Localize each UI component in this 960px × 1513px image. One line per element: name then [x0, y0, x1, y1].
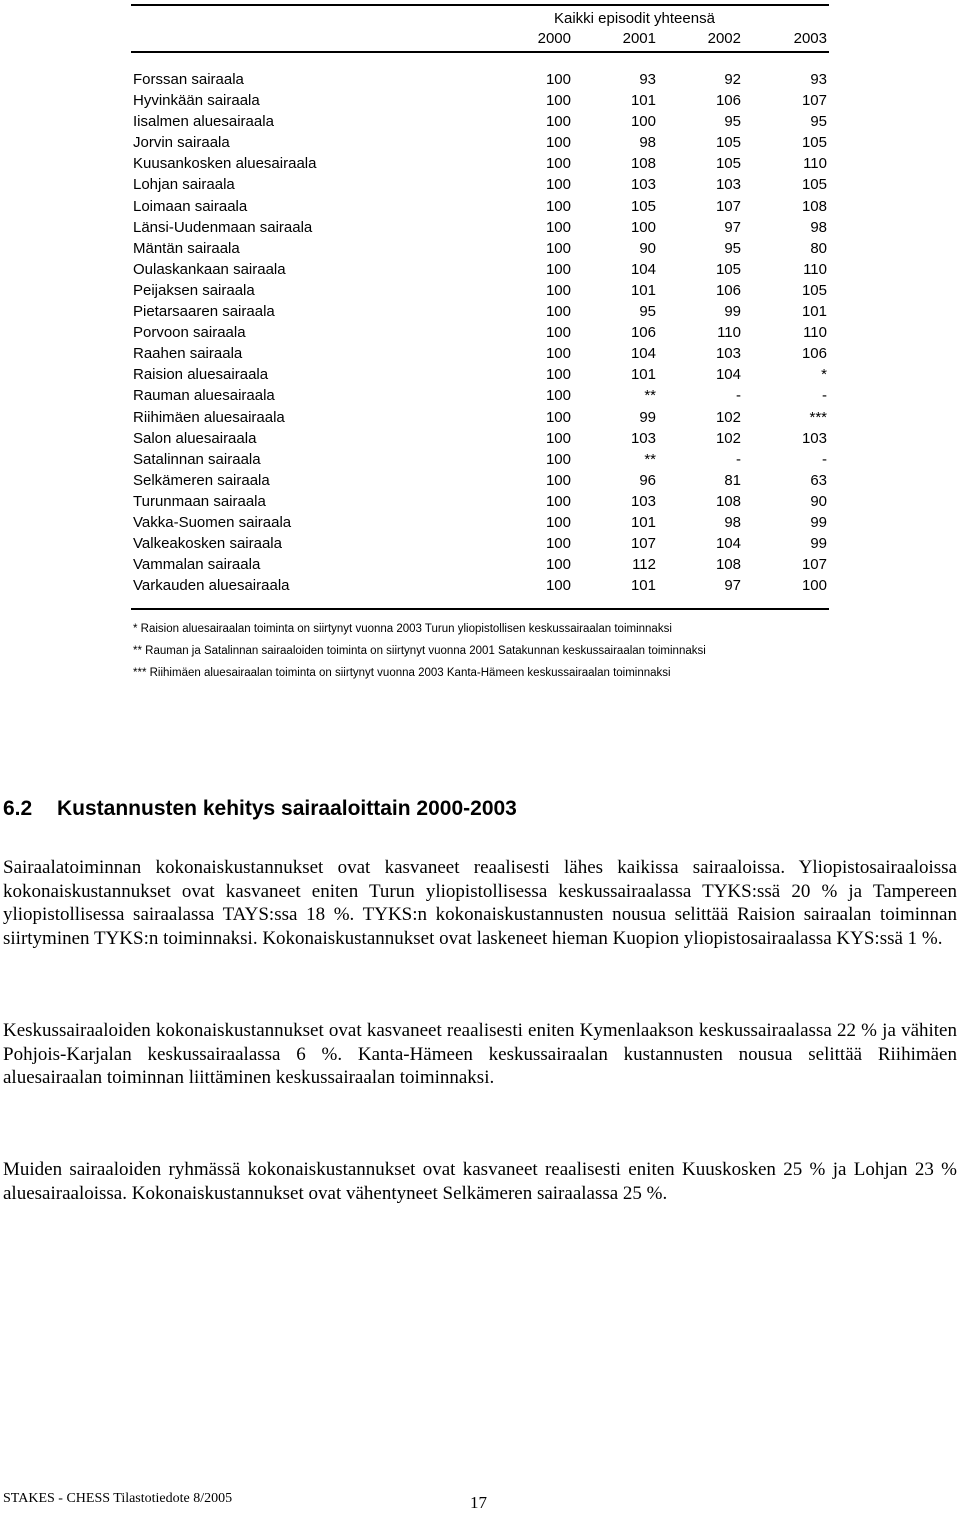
- hospital-name: Riihimäen aluesairaala: [133, 408, 285, 426]
- table-row: [131, 133, 829, 154]
- hospital-name: Raahen sairaala: [133, 345, 243, 363]
- index-value: 100: [545, 92, 571, 110]
- table-caption: Kaikki episodit yhteensä: [554, 10, 715, 27]
- index-value: 103: [715, 345, 741, 363]
- index-value: 108: [630, 155, 656, 173]
- index-value: 101: [630, 366, 656, 384]
- table-row: [131, 450, 829, 471]
- index-value: 96: [639, 471, 656, 489]
- index-value: 99: [810, 513, 827, 531]
- table-row: [131, 91, 829, 112]
- index-value: 105: [801, 281, 827, 299]
- hospital-name: Rauman aluesairaala: [133, 387, 275, 405]
- table-body: [131, 70, 829, 597]
- index-value: **: [644, 450, 656, 468]
- index-value: 100: [545, 218, 571, 236]
- page-number: 17: [470, 1493, 487, 1512]
- table-row: [131, 239, 829, 260]
- table-row: [131, 302, 829, 323]
- index-value: 100: [545, 387, 571, 405]
- body-paragraph: Muiden sairaaloiden ryhmässä kokonaiskustannukset ovat kasvaneet reaalisesti eniten Kuuskosken 25 % ja Lohjan 23 % aluesairaaloissa. Kokonaiskustannukset ovat vähentyneet Selkämeren sairaalassa 25 %.: [3, 1159, 957, 1204]
- table-row: [131, 197, 829, 218]
- hospital-name: Hyvinkään sairaala: [133, 92, 260, 110]
- index-value: 92: [724, 71, 741, 88]
- table-header-rule: [131, 51, 829, 53]
- hospital-name: Varkauden aluesairaala: [133, 577, 290, 595]
- index-value: 110: [803, 155, 827, 173]
- index-value: 100: [545, 429, 571, 447]
- index-value: -: [822, 450, 827, 468]
- index-value: 103: [630, 429, 656, 447]
- table-row: [131, 408, 829, 429]
- index-value: 101: [630, 577, 656, 595]
- index-value: 100: [545, 155, 571, 173]
- index-value: 100: [545, 492, 571, 510]
- table-row: [131, 175, 829, 196]
- index-value: 95: [724, 239, 741, 257]
- table-row: [131, 513, 829, 534]
- index-value: 101: [630, 92, 656, 110]
- index-value: 106: [715, 92, 741, 110]
- hospital-name: Lohjan sairaala: [133, 176, 235, 194]
- table-row: [131, 260, 829, 281]
- index-value: 100: [630, 218, 656, 236]
- hospital-name: Selkämeren sairaala: [133, 471, 270, 489]
- hospital-name: Salon aluesairaala: [133, 429, 257, 447]
- hospital-name: Loimaan sairaala: [133, 197, 248, 215]
- table-row: [131, 70, 829, 91]
- section-title: Kustannusten kehitys sairaaloittain 2000-2003: [57, 797, 517, 820]
- index-value: 100: [545, 471, 571, 489]
- index-value: 100: [545, 113, 571, 131]
- index-value: 97: [724, 577, 741, 595]
- index-value: 104: [715, 535, 741, 553]
- hospital-name: Iisalmen aluesairaala: [133, 113, 274, 131]
- year-header-row: [131, 30, 829, 50]
- table-row: [131, 365, 829, 386]
- table-row: [131, 534, 829, 555]
- index-value: 100: [545, 176, 571, 194]
- index-value: 99: [810, 535, 827, 553]
- index-value: 99: [724, 303, 741, 321]
- table-row: [131, 471, 829, 492]
- index-value: 102: [715, 408, 741, 426]
- index-value: 105: [801, 134, 827, 152]
- index-value: 100: [545, 71, 571, 88]
- index-value: 100: [801, 577, 827, 595]
- index-value: 93: [639, 71, 656, 88]
- table-top-rule: [131, 4, 829, 6]
- index-value: 106: [630, 324, 656, 342]
- index-value: 100: [630, 113, 656, 131]
- index-value: 100: [545, 345, 571, 363]
- index-value: -: [736, 450, 741, 468]
- index-value: 110: [803, 260, 827, 278]
- hospital-name: Valkeakosken sairaala: [133, 535, 282, 553]
- table-footnotes: [133, 621, 853, 687]
- index-value: -: [736, 387, 741, 405]
- index-value: 100: [545, 134, 571, 152]
- index-value: 104: [630, 260, 656, 278]
- table-row: [131, 281, 829, 302]
- index-value: 107: [801, 556, 827, 574]
- page-footer-source: STAKES - CHESS Tilastotiedote 8/2005: [3, 1491, 233, 1506]
- index-value: 100: [545, 408, 571, 426]
- index-value: 103: [630, 176, 656, 194]
- table-row: [131, 154, 829, 175]
- index-value: 105: [801, 176, 827, 194]
- index-value: 105: [630, 197, 656, 215]
- index-value: 100: [545, 535, 571, 553]
- hospital-name: Kuusankosken aluesairaala: [133, 155, 317, 173]
- index-value: 95: [639, 303, 656, 321]
- index-value: 98: [724, 513, 741, 531]
- hospital-name: Raision aluesairaala: [133, 366, 269, 384]
- table-row: [131, 576, 829, 597]
- index-value: 97: [724, 218, 741, 236]
- index-value: 105: [715, 134, 741, 152]
- hospital-name: Turunmaan sairaala: [133, 492, 266, 510]
- index-value: 107: [630, 535, 656, 553]
- index-value: 100: [545, 556, 571, 574]
- hospital-name: Vammalan sairaala: [133, 556, 261, 574]
- index-value: *: [821, 366, 827, 384]
- index-value: 107: [801, 92, 827, 110]
- table-row: [131, 323, 829, 344]
- hospital-name: Pietarsaaren sairaala: [133, 303, 275, 321]
- table-row: [131, 112, 829, 133]
- table-bottom-rule: [131, 608, 829, 610]
- index-value: 100: [545, 260, 571, 278]
- year-header: 2002: [707, 30, 741, 47]
- index-value: 103: [630, 492, 656, 510]
- index-value: 100: [545, 513, 571, 531]
- body-paragraph: Sairaalatoiminnan kokonaiskustannukset ovat kasvaneet reaalisesti lähes kaikissa sairaaloissa. Yliopistosairaaloissa kokonaiskustannukset ovat kasvaneet eniten Turun yliopistollisessa keskussairaalassa TYKS:ssä 20 % ja Tampereen yliopistollisessa sairaalassa TAYS:ssa 18 %. TYKS:n kokonaiskustannusten nousua selittää Raision sairaalan toiminnan siirtyminen TYKS:n toiminnaksi. Kokonaiskustannukset ovat laskeneet hieman Kuopion yliopistosairaalassa KYS:ssä 1 %.: [3, 857, 957, 949]
- footnote: ** Rauman ja Satalinnan sairaaloiden toiminta on siirtynyt vuonna 2001 Satakunnan keskussairaalan toiminnaksi: [133, 645, 706, 657]
- index-value: 98: [639, 134, 656, 152]
- index-value: 90: [810, 492, 827, 510]
- index-value: 93: [810, 71, 827, 88]
- hospital-name: Vakka-Suomen sairaala: [133, 513, 292, 531]
- index-value: 104: [630, 345, 656, 363]
- index-value: 81: [724, 471, 741, 489]
- index-value: 100: [545, 303, 571, 321]
- table-row: [131, 492, 829, 513]
- hospital-name: Oulaskankaan sairaala: [133, 260, 286, 278]
- hospital-name: Jorvin sairaala: [133, 134, 230, 152]
- index-value: 100: [545, 366, 571, 384]
- hospital-name: Mäntän sairaala: [133, 239, 240, 257]
- index-value: 100: [545, 281, 571, 299]
- index-value: 100: [545, 577, 571, 595]
- table-row: [131, 386, 829, 407]
- table-row: [131, 429, 829, 450]
- index-value: 101: [801, 303, 827, 321]
- index-value: 90: [639, 239, 656, 257]
- hospital-name: Peijaksen sairaala: [133, 281, 255, 299]
- index-value: 106: [715, 281, 741, 299]
- index-value: 100: [545, 197, 571, 215]
- index-value: 100: [545, 239, 571, 257]
- index-value: 100: [545, 324, 571, 342]
- index-value: 110: [717, 324, 741, 342]
- index-value: 80: [810, 239, 827, 257]
- index-value: 98: [810, 218, 827, 236]
- index-value: ***: [809, 408, 827, 426]
- hospital-name: Forssan sairaala: [133, 71, 244, 88]
- index-value: 103: [801, 429, 827, 447]
- index-value: 108: [715, 492, 741, 510]
- year-header: 2000: [537, 30, 571, 47]
- index-value: 103: [715, 176, 741, 194]
- index-value: 106: [801, 345, 827, 363]
- index-value: 108: [715, 556, 741, 574]
- index-value: 102: [715, 429, 741, 447]
- index-value: 63: [810, 471, 827, 489]
- index-value: 105: [715, 260, 741, 278]
- index-value: 101: [630, 513, 656, 531]
- index-value: 100: [545, 450, 571, 468]
- index-value: 101: [630, 281, 656, 299]
- index-value: 99: [639, 408, 656, 426]
- year-header: 2001: [622, 30, 656, 47]
- index-value: 107: [715, 197, 741, 215]
- body-paragraph: Keskussairaaloiden kokonaiskustannukset ovat kasvaneet reaalisesti eniten Kymenlaakson keskussairaalassa 22 % ja vähiten Pohjois-Karjalan keskussairaalassa 6 %. Kanta-Hämeen keskussairaalan kustannusten nousua selittää Riihimäen aluesairaalan toiminnan liittäminen keskussairaalan toiminnaksi.: [3, 1020, 957, 1089]
- table-row: [131, 218, 829, 239]
- index-value: 108: [801, 197, 827, 215]
- footnote: * Raision aluesairaalan toiminta on siirtynyt vuonna 2003 Turun yliopistollisen keskussairaalan toiminnaksi: [133, 623, 672, 635]
- index-value: **: [644, 387, 656, 405]
- table-row: [131, 344, 829, 365]
- index-value: 110: [803, 324, 827, 342]
- index-value: -: [822, 387, 827, 405]
- index-value: 95: [810, 113, 827, 131]
- year-header: 2003: [793, 30, 827, 47]
- section-number: 6.2: [3, 797, 33, 820]
- hospital-name: Porvoon sairaala: [133, 324, 246, 342]
- section-heading: [3, 797, 517, 821]
- index-value: 104: [715, 366, 741, 384]
- table-row: [131, 555, 829, 576]
- index-value: 95: [724, 113, 741, 131]
- hospital-name: Länsi-Uudenmaan sairaala: [133, 218, 313, 236]
- footnote: *** Riihimäen aluesairaalan toiminta on siirtynyt vuonna 2003 Kanta-Hämeen keskussairaalan toiminnaksi: [133, 667, 671, 679]
- index-value: 105: [715, 155, 741, 173]
- hospital-name: Satalinnan sairaala: [133, 450, 261, 468]
- index-value: 112: [632, 556, 656, 574]
